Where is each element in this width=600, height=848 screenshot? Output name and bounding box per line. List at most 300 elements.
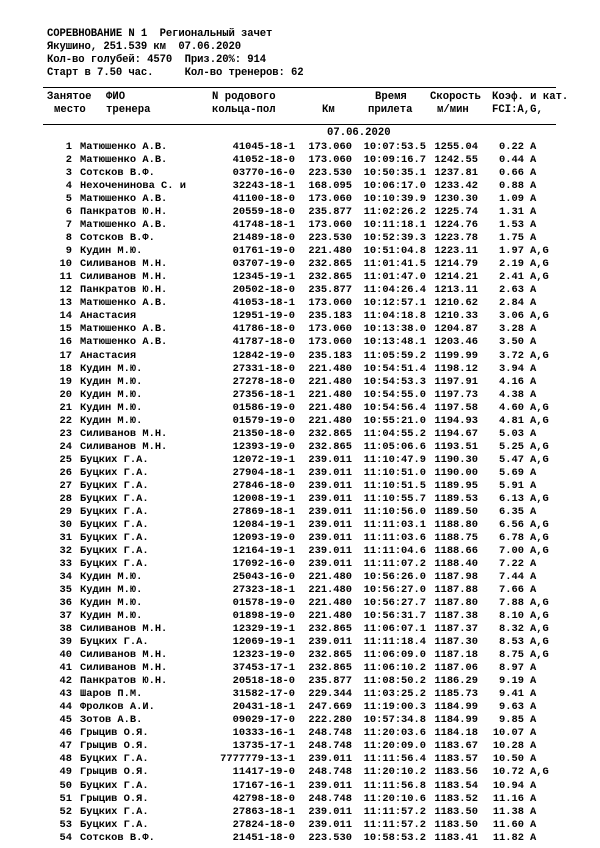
coef-cell: 2.19 — [499, 258, 524, 271]
speed-cell: 1183.41 — [434, 831, 478, 844]
fci-cell: A,G — [530, 610, 549, 623]
km-cell: 239.011 — [308, 479, 352, 492]
arrival-time-cell: 10:55:21.0 — [363, 414, 426, 427]
coef-cell: 11.60 — [492, 818, 524, 831]
place-cell: 42 — [59, 675, 72, 688]
ring-cell: 12842-19-0 — [232, 349, 295, 362]
header-rule-bottom — [43, 124, 556, 125]
arrival-time-cell: 11:06:10.2 — [363, 662, 426, 675]
km-cell: 232.865 — [308, 623, 352, 636]
speed-cell: 1223.11 — [434, 245, 478, 258]
col-time-label-2: прилета — [368, 104, 413, 116]
place-cell: 45 — [59, 714, 72, 727]
speed-cell: 1198.12 — [434, 362, 478, 375]
fci-cell: A — [530, 818, 537, 831]
km-cell: 229.344 — [308, 688, 352, 701]
speed-cell: 1183.54 — [434, 779, 478, 792]
speed-cell: 1189.50 — [434, 505, 478, 518]
ring-cell: 31582-17-0 — [232, 688, 295, 701]
speed-cell: 1188.66 — [434, 544, 478, 557]
trainer-cell: Кудин М.Ю. — [80, 584, 143, 596]
place-cell: 5 — [65, 193, 72, 206]
coef-cell: 9.63 — [499, 701, 524, 714]
ring-cell: 21489-18-0 — [232, 232, 295, 245]
coef-cell: 3.28 — [499, 323, 524, 336]
coef-cell: 10.50 — [492, 753, 524, 766]
fci-cell: A,G — [530, 636, 549, 649]
arrival-time-cell: 11:11:03.6 — [363, 531, 426, 544]
place-cell: 47 — [59, 740, 72, 753]
coef-cell: 8.10 — [499, 610, 524, 623]
ring-cell: 10333-16-1 — [232, 727, 295, 740]
trainer-cell: Кудин М.Ю. — [80, 375, 143, 388]
km-cell: 221.480 — [308, 597, 352, 609]
place-cell: 4 — [65, 180, 72, 193]
pigeon-count: Кол-во голубей: 4570 Приз.20%: 914 — [47, 54, 267, 66]
km-cell: 221.480 — [308, 245, 352, 258]
competition-title: СОРЕВНОВАНИЕ N 1 Региональный зачет — [47, 28, 273, 40]
speed-cell: 1203.46 — [434, 336, 478, 349]
km-cell: 173.060 — [308, 323, 352, 336]
arrival-time-cell: 10:58:53.2 — [363, 831, 426, 844]
fci-cell: A — [530, 297, 537, 310]
arrival-time-cell: 11:01:41.5 — [363, 258, 426, 271]
ring-cell: 12951-19-0 — [232, 310, 295, 323]
coef-cell: 7.66 — [499, 584, 524, 596]
place-cell: 24 — [59, 440, 72, 453]
km-cell: 235.877 — [308, 675, 352, 688]
col-ring-label-1: N родового — [212, 91, 276, 103]
coef-cell: 6.78 — [499, 531, 524, 544]
trainer-cell: Кудин М.Ю. — [80, 401, 143, 414]
place-cell: 53 — [59, 818, 72, 831]
speed-cell: 1187.37 — [434, 623, 478, 636]
arrival-time-cell: 10:52:39.3 — [363, 232, 426, 245]
arrival-time-cell: 11:04:18.8 — [363, 310, 426, 323]
km-cell: 239.011 — [308, 505, 352, 518]
speed-cell: 1204.87 — [434, 323, 478, 336]
coef-cell: 1.53 — [499, 219, 524, 232]
fci-cell: A,G — [530, 453, 549, 466]
ring-cell: 32243-18-1 — [232, 180, 295, 193]
speed-cell: 1230.30 — [434, 193, 478, 206]
km-cell: 221.480 — [308, 388, 352, 401]
trainer-cell: Анастасия — [80, 310, 137, 323]
km-cell: 232.865 — [308, 427, 352, 440]
fci-cell: A — [530, 323, 537, 336]
place-cell: 1 — [65, 141, 72, 153]
coef-cell: 1.75 — [499, 232, 524, 245]
ring-cell: 27278-18-0 — [232, 375, 295, 388]
speed-cell: 1197.91 — [434, 375, 478, 388]
speed-cell: 1224.76 — [434, 219, 478, 232]
speed-cell: 1225.74 — [434, 206, 478, 219]
trainer-cell: Кудин М.Ю. — [80, 414, 143, 427]
fci-cell: A — [530, 505, 537, 518]
ring-cell: 27904-18-1 — [232, 466, 295, 479]
km-cell: 235.877 — [308, 206, 352, 219]
fci-cell: A — [530, 232, 537, 245]
arrival-time-cell: 10:56:27.0 — [363, 584, 426, 596]
fci-cell: A,G — [530, 271, 549, 284]
speed-cell: 1242.55 — [434, 154, 478, 166]
place-cell: 12 — [59, 284, 72, 297]
trainer-cell: Буцких Г.А. — [80, 518, 149, 531]
speed-cell: 1237.81 — [434, 167, 478, 180]
km-cell: 232.865 — [308, 649, 352, 662]
coef-cell: 2.84 — [499, 297, 524, 310]
col-fio-label-2: тренера — [106, 104, 151, 116]
trainer-cell: Матюшенко А.В. — [80, 154, 168, 166]
arrival-time-cell: 11:20:09.0 — [363, 740, 426, 753]
place-cell: 21 — [59, 401, 72, 414]
speed-cell: 1184.99 — [434, 714, 478, 727]
km-cell: 248.748 — [308, 792, 352, 805]
ring-cell: 01578-19-0 — [232, 597, 295, 609]
fci-cell: A — [530, 375, 537, 388]
ring-cell: 41100-18-0 — [232, 193, 295, 206]
coef-cell: 3.94 — [499, 362, 524, 375]
arrival-time-cell: 11:19:00.3 — [363, 701, 426, 714]
coef-cell: 0.88 — [499, 180, 524, 193]
ring-cell: 12093-19-0 — [232, 531, 295, 544]
speed-cell: 1188.75 — [434, 531, 478, 544]
fci-cell: A — [530, 141, 537, 153]
coef-cell: 2.41 — [499, 271, 524, 284]
place-cell: 22 — [59, 414, 72, 427]
ring-cell: 12008-19-1 — [232, 492, 295, 505]
trainer-cell: Грыцив О.Я. — [80, 792, 149, 805]
trainer-cell: Кудин М.Ю. — [80, 610, 143, 623]
speed-cell: 1189.53 — [434, 492, 478, 505]
fci-cell: A,G — [530, 492, 549, 505]
arrival-time-cell: 11:11:04.6 — [363, 544, 426, 557]
place-cell: 31 — [59, 531, 72, 544]
coef-cell: 5.25 — [499, 440, 524, 453]
km-cell: 223.530 — [308, 831, 352, 844]
ring-cell: 37453-17-1 — [232, 662, 295, 675]
arrival-time-cell: 11:11:57.2 — [363, 805, 426, 818]
trainer-cell: Буцких Г.А. — [80, 818, 149, 831]
fci-cell: A — [530, 167, 537, 180]
arrival-time-cell: 11:10:51.5 — [363, 479, 426, 492]
trainer-cell: Буцких Г.А. — [80, 505, 149, 518]
speed-cell: 1197.58 — [434, 401, 478, 414]
coef-cell: 4.60 — [499, 401, 524, 414]
trainer-cell: Кудин М.Ю. — [80, 388, 143, 401]
coef-cell: 10.28 — [492, 740, 524, 753]
arrival-time-cell: 11:10:47.9 — [363, 453, 426, 466]
speed-cell: 1185.73 — [434, 688, 478, 701]
trainer-cell: Панкратов Ю.Н. — [80, 206, 168, 219]
arrival-time-cell: 11:05:06.6 — [363, 440, 426, 453]
fci-cell: A,G — [530, 414, 549, 427]
trainer-cell: Буцких Г.А. — [80, 479, 149, 492]
trainer-cell: Шаров П.М. — [80, 688, 143, 701]
coef-cell: 8.97 — [499, 662, 524, 675]
speed-cell: 1183.52 — [434, 792, 478, 805]
col-coef-label-1: Коэф. и кат. — [492, 91, 569, 103]
trainer-cell: Сотсков В.Ф. — [80, 232, 155, 245]
fci-cell: A — [530, 714, 537, 727]
speed-cell: 1199.99 — [434, 349, 478, 362]
place-cell: 6 — [65, 206, 72, 219]
km-cell: 232.865 — [308, 271, 352, 284]
coef-cell: 11.16 — [492, 792, 524, 805]
arrival-time-cell: 10:57:34.8 — [363, 714, 426, 727]
fci-cell: A — [530, 284, 537, 297]
km-cell: 173.060 — [308, 219, 352, 232]
speed-cell: 1189.95 — [434, 479, 478, 492]
ring-cell: 17167-16-1 — [232, 779, 295, 792]
trainer-cell: Кудин М.Ю. — [80, 571, 143, 583]
fci-cell: A — [530, 584, 537, 596]
fci-cell: A — [530, 571, 537, 583]
fci-cell: A,G — [530, 349, 549, 362]
fci-cell: A — [530, 701, 537, 714]
place-cell: 25 — [59, 453, 72, 466]
speed-cell: 1214.21 — [434, 271, 478, 284]
place-cell: 30 — [59, 518, 72, 531]
arrival-time-cell: 11:04:55.2 — [363, 427, 426, 440]
fci-cell: A — [530, 362, 537, 375]
ring-cell: 01586-19-0 — [232, 401, 295, 414]
trainer-cell: Сотсков В.Ф. — [80, 831, 155, 844]
col-coef-label-2: FCI:A,G, — [492, 104, 543, 116]
place-cell: 29 — [59, 505, 72, 518]
ring-cell: 42798-18-0 — [232, 792, 295, 805]
arrival-time-cell: 10:54:51.4 — [363, 362, 426, 375]
fci-cell: A — [530, 427, 537, 440]
trainer-cell: Панкратов Ю.Н. — [80, 284, 168, 297]
km-cell: 221.480 — [308, 610, 352, 623]
ring-cell: 12164-19-1 — [232, 544, 295, 557]
fci-cell: A,G — [530, 310, 549, 323]
trainer-cell: Силиванов М.Н. — [80, 649, 168, 662]
fci-cell: A — [530, 180, 537, 193]
speed-cell: 1187.38 — [434, 610, 478, 623]
trainer-cell: Буцких Г.А. — [80, 453, 149, 466]
fci-cell: A — [530, 740, 537, 753]
place-cell: 40 — [59, 649, 72, 662]
coef-cell: 5.69 — [499, 466, 524, 479]
arrival-time-cell: 10:07:53.5 — [363, 141, 426, 153]
place-cell: 37 — [59, 610, 72, 623]
ring-cell: 7777779-13-1 — [220, 753, 295, 766]
speed-cell: 1187.80 — [434, 597, 478, 609]
coef-cell: 6.35 — [499, 505, 524, 518]
coef-cell: 0.44 — [499, 154, 524, 166]
coef-cell: 6.56 — [499, 518, 524, 531]
place-cell: 26 — [59, 466, 72, 479]
trainer-cell: Панкратов Ю.Н. — [80, 675, 168, 688]
arrival-time-cell: 10:54:56.4 — [363, 401, 426, 414]
fci-cell: A — [530, 753, 537, 766]
coef-cell: 4.81 — [499, 414, 524, 427]
trainer-cell: Кудин М.Ю. — [80, 362, 143, 375]
trainer-cell: Буцких Г.А. — [80, 558, 149, 570]
place-cell: 2 — [65, 154, 72, 166]
coef-cell: 5.47 — [499, 453, 524, 466]
place-cell: 11 — [59, 271, 72, 284]
arrival-time-cell: 11:06:09.0 — [363, 649, 426, 662]
km-cell: 239.011 — [308, 466, 352, 479]
fci-cell: A,G — [530, 623, 549, 636]
arrival-time-cell: 10:54:55.0 — [363, 388, 426, 401]
fci-cell: A — [530, 792, 537, 805]
speed-cell: 1213.11 — [434, 284, 478, 297]
arrival-time-cell: 11:20:03.6 — [363, 727, 426, 740]
km-cell: 221.480 — [308, 401, 352, 414]
arrival-time-cell: 10:11:18.1 — [363, 219, 426, 232]
km-cell: 221.480 — [308, 414, 352, 427]
km-cell: 248.748 — [308, 727, 352, 740]
place-cell: 8 — [65, 232, 72, 245]
trainer-cell: Буцких Г.А. — [80, 753, 149, 766]
fci-cell: A — [530, 675, 537, 688]
speed-cell: 1187.18 — [434, 649, 478, 662]
km-cell: 232.865 — [308, 662, 352, 675]
coef-cell: 1.09 — [499, 193, 524, 206]
coef-cell: 5.03 — [499, 427, 524, 440]
km-cell: 239.011 — [308, 544, 352, 557]
km-cell: 235.183 — [308, 349, 352, 362]
coef-cell: 11.82 — [492, 831, 524, 844]
coef-cell: 3.06 — [499, 310, 524, 323]
trainer-cell: Силиванов М.Н. — [80, 427, 168, 440]
trainer-cell: Силиванов М.Н. — [80, 258, 168, 271]
fci-cell: A — [530, 779, 537, 792]
km-cell: 223.530 — [308, 167, 352, 180]
coef-cell: 0.22 — [499, 141, 524, 153]
col-speed-label-1: Скорость — [430, 91, 481, 103]
place-cell: 38 — [59, 623, 72, 636]
arrival-time-cell: 10:51:04.8 — [363, 245, 426, 258]
start-info: Старт в 7.50 час. Кол-во тренеров: 62 — [47, 67, 304, 79]
speed-cell: 1193.51 — [434, 440, 478, 453]
ring-cell: 11417-19-0 — [232, 766, 295, 779]
fci-cell: A — [530, 727, 537, 740]
arrival-time-cell: 11:11:18.4 — [363, 636, 426, 649]
arrival-time-cell: 10:56:31.7 — [363, 610, 426, 623]
speed-cell: 1197.73 — [434, 388, 478, 401]
arrival-time-cell: 10:56:27.7 — [363, 597, 426, 609]
ring-cell: 41052-18-0 — [232, 154, 295, 166]
ring-cell: 20559-18-0 — [232, 206, 295, 219]
fci-cell: A,G — [530, 245, 549, 258]
col-speed-label-2: м/мин — [437, 104, 469, 116]
speed-cell: 1188.80 — [434, 518, 478, 531]
arrival-time-cell: 11:08:50.2 — [363, 675, 426, 688]
km-cell: 239.011 — [308, 453, 352, 466]
speed-cell: 1210.33 — [434, 310, 478, 323]
coef-cell: 7.00 — [499, 544, 524, 557]
place-cell: 14 — [59, 310, 72, 323]
km-cell: 239.011 — [308, 636, 352, 649]
speed-cell: 1194.93 — [434, 414, 478, 427]
col-ring-label-2: кольца-пол — [212, 104, 276, 116]
ring-cell: 01579-19-0 — [232, 414, 295, 427]
fci-cell: A — [530, 154, 537, 166]
km-cell: 248.748 — [308, 740, 352, 753]
coef-cell: 7.44 — [499, 571, 524, 583]
speed-cell: 1187.06 — [434, 662, 478, 675]
ring-cell: 12084-19-1 — [232, 518, 295, 531]
km-cell: 239.011 — [308, 531, 352, 544]
km-cell: 239.011 — [308, 753, 352, 766]
place-cell: 33 — [59, 558, 72, 570]
coef-cell: 8.75 — [499, 649, 524, 662]
km-cell: 239.011 — [308, 492, 352, 505]
ring-cell: 20431-18-1 — [232, 701, 295, 714]
place-cell: 27 — [59, 479, 72, 492]
speed-cell: 1187.98 — [434, 571, 478, 583]
ring-cell: 25043-16-0 — [232, 571, 295, 583]
trainer-cell: Грыцив О.Я. — [80, 766, 149, 779]
speed-cell: 1190.30 — [434, 453, 478, 466]
trainer-cell: Буцких Г.А. — [80, 531, 149, 544]
arrival-time-cell: 10:50:35.1 — [363, 167, 426, 180]
location-date: Якушино, 251.539 км 07.06.2020 — [47, 41, 241, 53]
ring-cell: 27846-18-0 — [232, 479, 295, 492]
trainer-cell: Буцких Г.А. — [80, 779, 149, 792]
coef-cell: 9.85 — [499, 714, 524, 727]
ring-cell: 21350-18-0 — [232, 427, 295, 440]
trainer-cell: Кудин М.Ю. — [80, 245, 143, 258]
arrival-time-cell: 10:13:48.1 — [363, 336, 426, 349]
trainer-cell: Силиванов М.Н. — [80, 662, 168, 675]
arrival-time-cell: 11:04:26.4 — [363, 284, 426, 297]
km-cell: 173.060 — [308, 336, 352, 349]
coef-cell: 4.38 — [499, 388, 524, 401]
col-time-label-1: Время — [375, 91, 407, 103]
km-cell: 173.060 — [308, 154, 352, 166]
arrival-time-cell: 10:13:38.0 — [363, 323, 426, 336]
ring-cell: 41787-18-0 — [232, 336, 295, 349]
fci-cell: A,G — [530, 544, 549, 557]
fci-cell: A,G — [530, 531, 549, 544]
trainer-cell: Силиванов М.Н. — [80, 440, 168, 453]
coef-cell: 9.41 — [499, 688, 524, 701]
fci-cell: A,G — [530, 649, 549, 662]
arrival-time-cell: 10:06:17.0 — [363, 180, 426, 193]
place-cell: 43 — [59, 688, 72, 701]
km-cell: 235.183 — [308, 310, 352, 323]
trainer-cell: Анастасия — [80, 349, 137, 362]
km-cell: 239.011 — [308, 558, 352, 570]
km-cell: 239.011 — [308, 818, 352, 831]
arrival-time-cell: 11:05:59.2 — [363, 349, 426, 362]
coef-cell: 3.72 — [499, 349, 524, 362]
fci-cell: A — [530, 479, 537, 492]
trainer-cell: Зотов А.В. — [80, 714, 143, 727]
ring-cell: 20502-18-0 — [232, 284, 295, 297]
speed-cell: 1223.78 — [434, 232, 478, 245]
place-cell: 15 — [59, 323, 72, 336]
trainer-cell: Буцких Г.А. — [80, 492, 149, 505]
trainer-cell: Грыцив О.Я. — [80, 727, 149, 740]
km-cell: 168.095 — [308, 180, 352, 193]
place-cell: 48 — [59, 753, 72, 766]
arrival-time-cell: 11:01:47.0 — [363, 271, 426, 284]
fci-cell: A,G — [530, 766, 549, 779]
place-cell: 35 — [59, 584, 72, 596]
trainer-cell: Матюшенко А.В. — [80, 219, 168, 232]
ring-cell: 01898-19-0 — [232, 610, 295, 623]
fci-cell: A,G — [530, 258, 549, 271]
arrival-time-cell: 11:02:26.2 — [363, 206, 426, 219]
header-rule-top — [43, 87, 556, 88]
